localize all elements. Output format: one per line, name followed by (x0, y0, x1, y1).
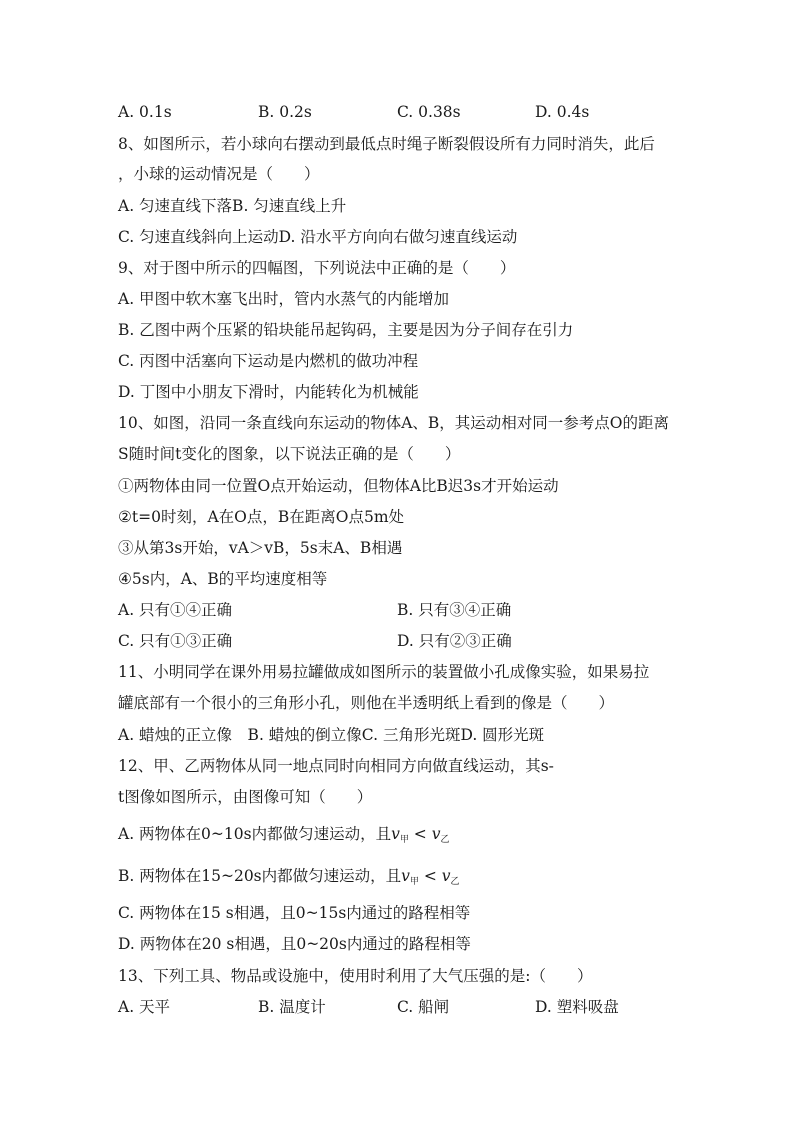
subscript-jia: 甲 (399, 835, 409, 845)
velocity-symbol: v (401, 867, 410, 885)
q11-stem-line2: 罐底部有一个很小的三角形小孔，则他在半透明纸上看到的像是（ ） (118, 694, 615, 712)
q10-stem-line1: 10、如图，沿同一条直线向东运动的物体A、B，其运动相对同一参考点O的距离 (118, 414, 670, 432)
q11-options: A. 蜡烛的正立像 B. 蜡烛的倒立像C. 三角形光斑D. 圆形光斑 (118, 726, 545, 744)
q7-option-b: B. 0.2s (258, 103, 312, 121)
subscript-yi: 乙 (450, 877, 460, 887)
subscript-jia: 甲 (409, 877, 419, 887)
q10-statement-3: ③从第3s开始，vA＞vB，5s末A、B相遇 (118, 539, 403, 557)
q12-option-d: D. 两物体在20 s相遇，且0~20s内通过的路程相等 (118, 935, 471, 953)
q7-option-d: D. 0.4s (535, 103, 590, 121)
q10-statement-1: ①两物体由同一位置O点开始运动，但物体A比B迟3s才开始运动 (118, 477, 559, 495)
q12-option-b (118, 866, 460, 892)
q12-option-c: C. 两物体在15 s相遇，且0~15s内通过的路程相等 (118, 904, 471, 922)
subscript-yi: 乙 (440, 835, 450, 845)
q9-stem: 9、对于图中所示的四幅图，下列说法中正确的是（ ） (118, 259, 516, 277)
less-than-sign: < (418, 867, 442, 885)
q10-option-c: C. 只有①③正确 (118, 632, 233, 650)
velocity-symbol: v (391, 825, 400, 843)
q9-option-c: C. 丙图中活塞向下运动是内燃机的做功冲程 (118, 352, 419, 370)
q8-options-cd: C. 匀速直线斜向上运动D. 沿水平方向向右做匀速直线运动 (118, 228, 518, 246)
q13-option-c: C. 船闸 (397, 998, 450, 1016)
q10-option-d: D. 只有②③正确 (397, 632, 512, 650)
q10-statement-4: ④5s内，A、B的平均速度相等 (118, 570, 328, 588)
q7-option-c: C. 0.38s (397, 103, 461, 121)
less-than-sign: < (408, 825, 432, 843)
q13-stem: 13、下列工具、物品或设施中，使用时利用了大气压强的是:（ ） (118, 967, 593, 985)
q12-stem-line2: t图像如图所示，由图像可知（ ） (118, 788, 373, 806)
q8-stem-line2: ，小球的运动情况是（ ） (118, 165, 320, 183)
q10-option-b: B. 只有③④正确 (397, 601, 512, 619)
q13-option-b: B. 温度计 (258, 998, 326, 1016)
q12-stem-line1: 12、甲、乙两物体从同一地点同时向相同方向做直线运动，其s- (118, 757, 554, 775)
q10-stem-line2: S随时间t变化的图象，以下说法正确的是（ ） (118, 445, 461, 463)
velocity-symbol: v (431, 825, 441, 843)
q12-option-a-text: A. 两物体在0~10s内都做匀速运动，且 (118, 825, 392, 843)
q7-option-a: A. 0.1s (118, 103, 172, 121)
q8-options-ab: A. 匀速直线下落B. 匀速直线上升 (118, 197, 347, 215)
q12-option-a (118, 824, 449, 850)
q13-option-d: D. 塑料吸盘 (535, 998, 619, 1016)
q9-option-b: B. 乙图中两个压紧的铅块能吊起钩码，主要是因为分子间存在引力 (118, 321, 574, 339)
q13-option-a: A. 天平 (118, 998, 171, 1016)
q10-option-a: A. 只有①④正确 (118, 601, 233, 619)
q8-stem-line1: 8、如图所示，若小球向右摆动到最低点时绳子断裂假设所有力同时消失，此后 (118, 135, 655, 153)
q9-option-a: A. 甲图中软木塞飞出时，管内水蒸气的内能增加 (118, 290, 450, 308)
q12-option-b-text: B. 两物体在15~20s内都做匀速运动，且 (118, 867, 402, 885)
q9-option-d: D. 丁图中小朋友下滑时，内能转化为机械能 (118, 383, 419, 401)
q11-stem-line1: 11、小明同学在课外用易拉罐做成如图所示的装置做小孔成像实验，如果易拉 (118, 663, 650, 681)
q10-statement-2: ②t=0时刻，A在O点，B在距离O点5m处 (118, 508, 405, 526)
velocity-symbol: v (441, 867, 451, 885)
